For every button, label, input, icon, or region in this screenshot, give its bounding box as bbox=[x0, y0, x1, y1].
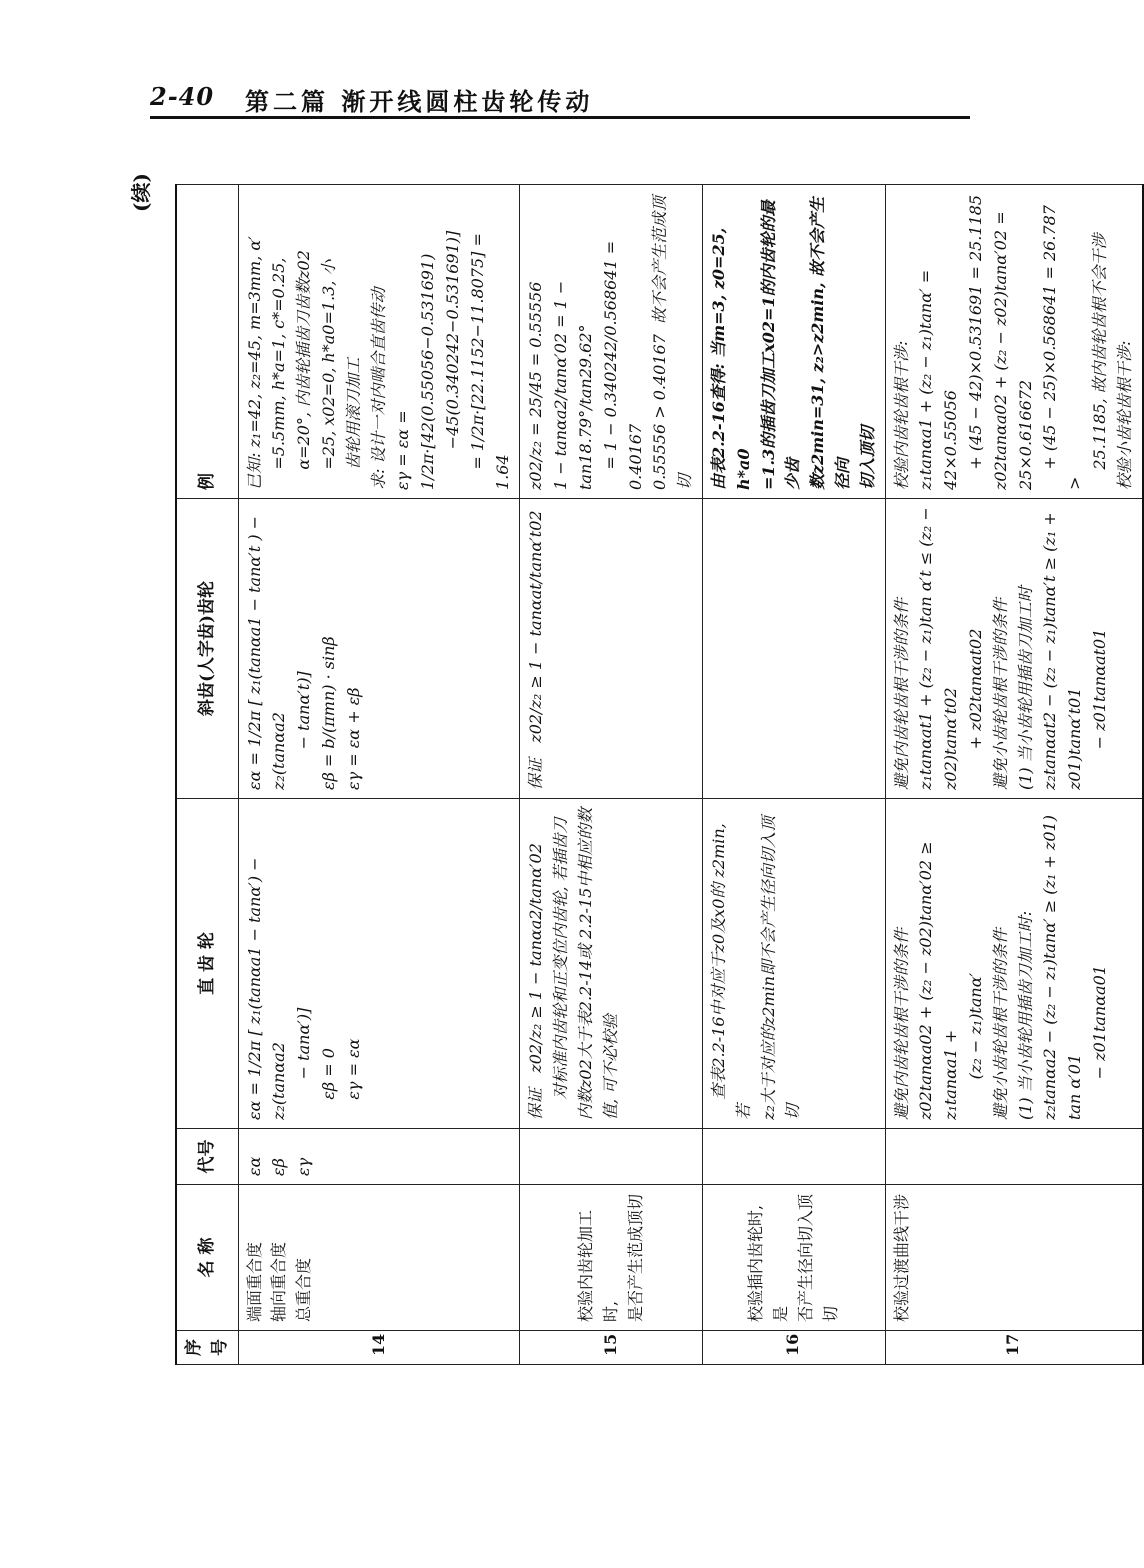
header-example: 例 bbox=[176, 185, 238, 499]
row-code bbox=[885, 1129, 1142, 1185]
chapter-title: 第二篇 渐开线圆柱齿轮传动 bbox=[245, 87, 594, 116]
page-number: 2-40 bbox=[150, 82, 215, 111]
spur-formula: 避免内齿轮齿根干涉的条件 z02tanαa02 + (z₂ − z02)tanα′02 ≥ z₁tanαa1 + (z₂ − z₁)tanα′ 避免小齿轮齿根干涉的条件 (1) 当小齿轮用插齿刀加工时: z₂tanαa2 − (z₂ − z₁)tanα′ ≥ (z₁ + z01) tan α′01 − z01tanαa01 bbox=[885, 799, 1142, 1129]
continued-mark: (续) bbox=[129, 173, 153, 212]
spur-formula: 保证 z02/z₂ ≥ 1 − tanαa2/tanα′02 对标准内齿轮和正变位内齿轮, 若插齿刀 内数z02大于表2.2-14或 2.2-15中相应的数 值, 可不必校验 bbox=[520, 799, 703, 1129]
spur-formula: εα = 1/2π [ z₁(tanαa1 − tanα′) − z₂(tanαa2 − tanα′)] εβ = 0 εγ = εα bbox=[238, 799, 520, 1129]
header-spur: 直 齿 轮 bbox=[176, 799, 238, 1129]
row-name: 校验过渡曲线干涉 bbox=[885, 1185, 1142, 1331]
row-number: 16 bbox=[703, 1331, 886, 1365]
example-text: z02/z₂ = 25/45 = 0.55556 1 − tanαa2/tanα′02 = 1 − tan18.79°/tan29.62° = 1 − 0.340242/0.568641 = 0.40167 0.55556 > 0.40167 故不会产生范成顶切 bbox=[520, 185, 703, 499]
helical-formula: 保证 z02/z₂ ≥ 1 − tanαat/tanα′t02 bbox=[520, 499, 703, 799]
row-code bbox=[703, 1129, 886, 1185]
spur-formula: 查表2.2-16中对应于z0及x0的 z2min, 若 z₂大于对应的z2min即不会产生径向切入顶切 bbox=[703, 799, 886, 1129]
row-name: 校验插内齿轮时, 是 否产生径向切入顶切 bbox=[703, 1185, 886, 1331]
example-text: 校验内齿轮齿根干涉: z₁tanαa1 + (z₂ − z₁)tanα′ = 42×0.55056 + (45 − 42)×0.531691 = 25.1185 z02tanαa02 + (z₂ − z02)tanα′02 = 25×0.616672 + (45 − 25)×0.568641 = 26.787 > 25.1185, 故内齿轮齿根不会干涉 校验小齿轮齿根干涉: bbox=[885, 185, 1142, 499]
table-header-row bbox=[176, 185, 238, 1365]
table-row bbox=[885, 185, 1142, 1365]
row-code bbox=[520, 1129, 703, 1185]
row-number: 17 bbox=[885, 1331, 1142, 1365]
header-code: 代号 bbox=[176, 1129, 238, 1185]
header-seq: 序 号 bbox=[176, 1331, 238, 1365]
helical-formula bbox=[703, 499, 886, 799]
header-helical: 斜齿(人字齿)齿轮 bbox=[176, 499, 238, 799]
helical-formula: 避免内齿轮齿根干涉的条件 z₁tanαat1 + (z₂ − z₁)tan α′t ≤ (z₂ − z02)tanα′t02 + z02tanαat02 避免小齿轮齿根干涉的条件 (1) 当小齿轮用插齿刀加工时 z₂tanαat2 − (z₂ − z₁)tanα′t ≥ (z₁ + z01)tanα′t01 − z01tanαat01 bbox=[885, 499, 1142, 799]
rotated-table-container bbox=[129, 173, 1134, 1365]
example-text: 已知: z₁=42, z₂=45, m=3mm, α′ =5.5mm, h*a=1, c*=0.25, α=20°, 内齿轮插齿刀齿数z02 =25, x02=0, h*a0=1.3, 小 齿轮用滚刀加工 求: 设计一对内啮合直齿传动 εγ = εα = 1/2π·[42(0.55056−0.531691) −45(0.340242−0.531691)] = 1/2π·[22.1152−11.8075] = 1.64 bbox=[238, 185, 520, 499]
row-code: εα εβ εγ bbox=[238, 1129, 520, 1185]
helical-formula: εα = 1/2π [ z₁(tanαa1 − tanα′t ) − z₂(tanαa2 − tanα′t)] εβ = b/(πmn) · sinβ εγ = εα + εβ bbox=[238, 499, 520, 799]
page-header bbox=[150, 82, 970, 122]
row-number: 15 bbox=[520, 1331, 703, 1365]
example-text: 由表2.2-16查得: 当m=3, z0=25, h*a0 =1.3的插齿刀加工x02=1的内齿轮的最少齿 数z2min=31, z₂>z2min, 故不会产生径向 切入顶切 bbox=[703, 185, 886, 499]
header-name: 名 称 bbox=[176, 1185, 238, 1331]
row-name: 校验内齿轮加工时, 是否产生范成顶切 bbox=[520, 1185, 703, 1331]
row-number: 14 bbox=[238, 1331, 520, 1365]
gear-parameter-table bbox=[175, 184, 1144, 1365]
table-row bbox=[520, 185, 703, 1365]
header-rule bbox=[150, 116, 970, 119]
table-row bbox=[703, 185, 886, 1365]
row-name: 端面重合度 轴向重合度 总重合度 bbox=[238, 1185, 520, 1331]
table-row bbox=[238, 185, 520, 1365]
